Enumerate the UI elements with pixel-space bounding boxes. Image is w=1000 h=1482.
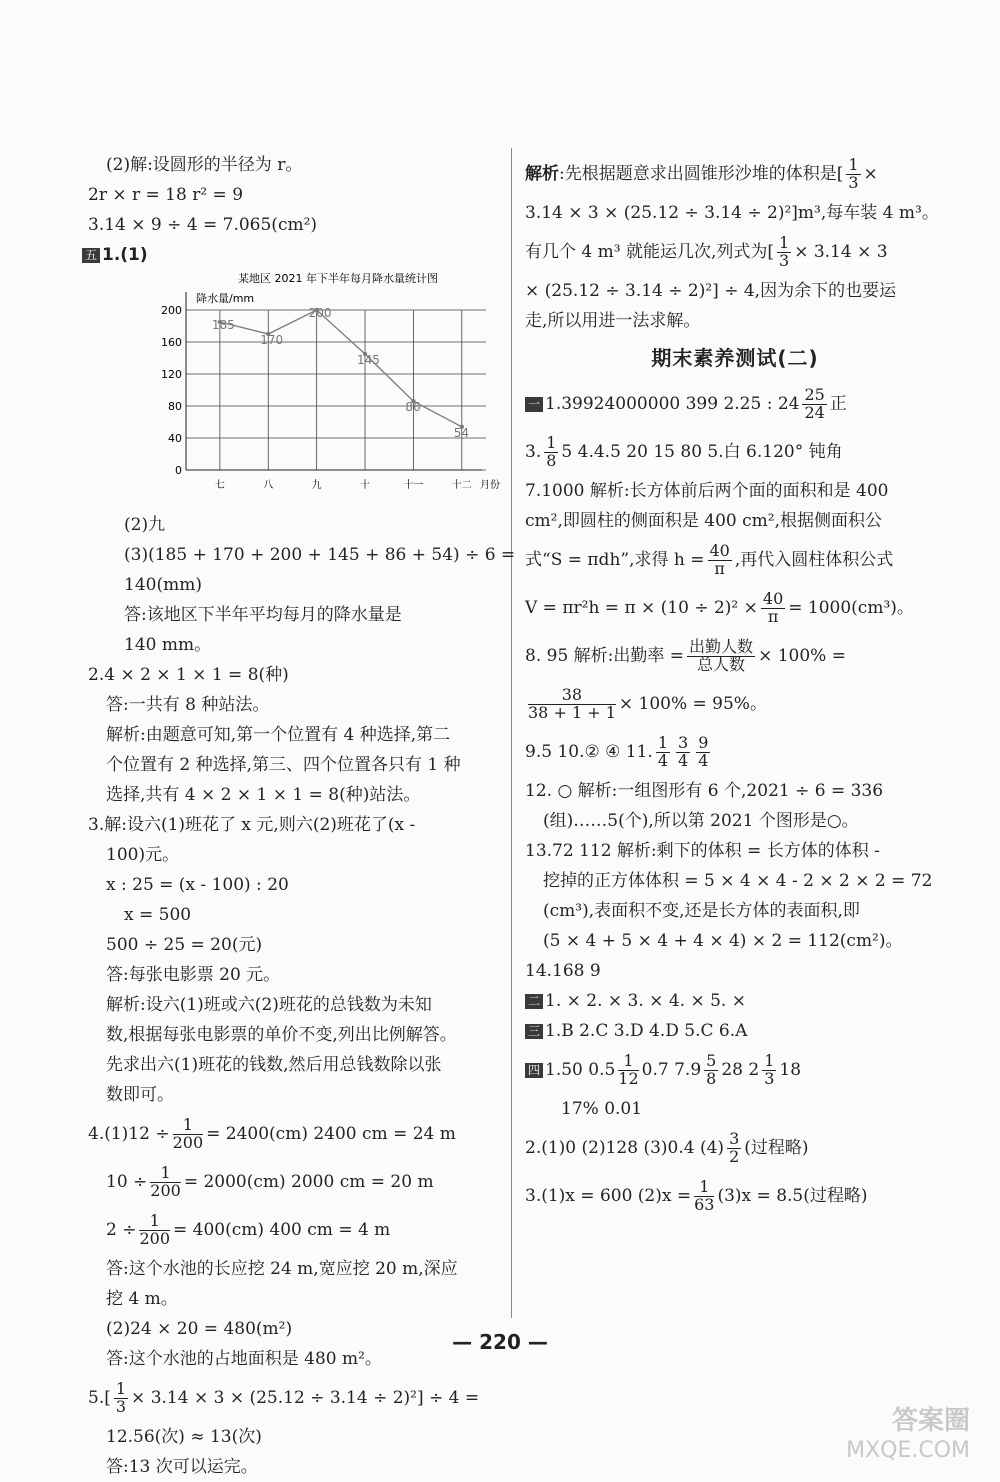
text-line: 9.5 10.② ④ 11. $\frac{1}{4}$ $\frac{3}{4}$ $\frac{9}{4}$ [525,733,709,770]
fraction: $\frac{1}{3}$ [115,1379,127,1416]
text-line: x : 25 = (x - 100) : 20 [106,875,289,895]
fraction: $\frac{\text{出勤人数}}{\text{总人数}}$ [689,637,754,674]
fraction: $\frac{1}{3}$ [779,233,790,270]
text-line: 先求出六(1)班花的钱数,然后用总钱数除以张 [106,1055,442,1075]
x-tick-label: 十 [360,480,371,491]
watermark-url: MXQE.COM [846,1438,970,1463]
x-tick-label: 十二 [451,480,472,491]
fraction: $\frac{1}{12}$ [618,1051,639,1088]
rainfall-line-chart [88,270,500,510]
text-line: 数即可。 [106,1085,174,1105]
text-line: 17% 0.01 [561,1099,643,1119]
section-badge: 三 [525,1024,543,1039]
fraction: $\frac{1}{200}$ [139,1211,171,1248]
y-tick-label: 40 [168,432,182,445]
text-line: (cm³),表面积不变,还是长方体的表面积,即 [543,901,860,921]
series-line [220,310,462,427]
text-line: 有几个 4 m³ 就能运几次,列式为[ $\frac{1}{3}$ × 3.14 × 3 [525,233,888,270]
text-line: 答:每张电影票 20 元。 [106,965,281,985]
text-line: 四 1.50 0.5 $\frac{1}{12}$ 0.7 7.9 $\frac{5}{8}$ 28 2 $\frac{1}{3}$ 18 [525,1046,945,1094]
text-line: 解析:先根据题意求出圆锥形沙堆的体积是[ $\frac{1}{3}$ × [525,155,878,192]
text-line: 答:该地区下半年平均每月的降水量是 [124,605,402,625]
text-line: 一 1.39924000000 399 2.25 : 24 $\frac{25}{24}$ 正 [525,380,945,428]
column-divider [511,148,512,1318]
fraction: $\frac{1}{3}$ [764,1051,775,1088]
fraction: $\frac{25}{24}$ [804,385,825,422]
fraction: $\frac{1}{200}$ [150,1163,181,1200]
text-line: 数,根据每张电影票的单价不变,列出比例解答。 [106,1025,457,1045]
fraction: $\frac{9}{4}$ [698,733,709,770]
text-line: 3. $\frac{1}{8}$ 5 4.4.5 20 15 80 5.白 6.120° 钝角 [525,433,843,470]
text-line: 12. ○ 解析:一组图形有 6 个,2021 ÷ 6 = 336 [525,781,884,801]
fraction: $\frac{38}{38 + 1 + 1}$ [528,685,616,722]
text-line: (2)解:设圆形的半径为 r。 [106,155,303,175]
text-line: 答:这个水池的占地面积是 480 m²。 [106,1349,382,1369]
data-label: 200 [308,306,332,320]
section-title: 期末素养测试(二) [651,346,819,370]
x-tick-label: 十一 [403,480,424,491]
text-line: (2)九 [124,515,166,535]
data-label: 145 [357,353,380,367]
fraction: $\frac{1}{200}$ [172,1115,204,1152]
text-line: 2r × r = 18 r² = 9 [88,185,244,205]
text-line: (3)(185 + 170 + 200 + 145 + 86 + 54) ÷ 6 = [124,545,516,565]
x-axis-label: 月份 [480,480,500,491]
text-line: 8. 95 解析:出勤率 = $\frac{\text{出勤人数}}{\text{总人数}}$ × 100% = [525,637,846,674]
text-line: (5 × 4 + 5 × 4 + 4 × 4) × 2 = 112(cm²)。 [543,931,903,951]
data-label: 86 [405,400,421,415]
text-line: 10 ÷ $\frac{1}{200}$ = 2000(cm) 2000 cm = 20 m [106,1163,434,1200]
data-label: 185 [211,318,235,332]
text-line: 二 1. × 2. × 3. × 4. × 5. × [525,986,945,1016]
y-tick-label: 80 [168,400,182,413]
fraction: $\frac{40}{\pi}$ [709,541,730,578]
text-line: 7.1000 解析:长方体前后两个面的面积和是 400 [525,481,889,501]
text-line: 3.(1)x = 600 (2)x = $\frac{1}{63}$ (3)x = 8.5(过程略) [525,1177,868,1214]
text-line: x = 500 [124,905,192,925]
question-5-heading: 五 1.(1) [82,240,500,270]
fraction: $\frac{1}{63}$ [694,1177,715,1214]
data-label: 170 [260,333,284,347]
fraction: $\frac{3}{4}$ [678,733,689,770]
section-badge: 五 [82,248,100,263]
y-tick-label: 160 [161,336,182,349]
fraction: $\frac{5}{8}$ [706,1051,717,1088]
watermark-logo: 答案圈 [891,1406,970,1436]
data-label: 54 [453,425,470,440]
x-tick-label: 八 [263,480,274,491]
rainfall-chart [88,270,500,510]
text-line: 解析:设六(1)班或六(2)班花的总钱数为未知 [106,995,432,1015]
page-number: — 220 — [452,1330,548,1354]
text-line: $\frac{38}{38 + 1 + 1}$ × 100% = 95%。 [528,685,767,722]
x-tick-label: 七 [214,480,225,491]
text-line: 140 mm。 [124,635,212,655]
chart-title: 某地区 2021 年下半年每月降水量统计图 [238,272,438,285]
text-line: 5.[ $\frac{1}{3}$ × 3.14 × 3 × (25.12 ÷ 3.14 ÷ 2)²] ÷ 4 = [88,1379,480,1416]
right-column [525,150,945,1220]
text-line: 式“S = πdh”,求得 h = $\frac{40}{\pi}$ ,再代入圆柱体积公式 [525,541,894,578]
text-line: 答:一共有 8 种站法。 [106,695,270,715]
text-line: 答:13 次可以运完。 [106,1457,258,1477]
fraction: $\frac{1}{8}$ [546,433,557,470]
text-line: 3.解:设六(1)班花了 x 元,则六(2)班花了(x - [88,815,416,835]
text-line: 13.72 112 解析:剩下的体积 = 长方体的体积 - [525,841,880,861]
fraction: $\frac{1}{4}$ [657,733,668,770]
text-line: 12.56(次) ≈ 13(次) [106,1427,262,1447]
section-badge: 一 [525,397,543,412]
fraction: $\frac{1}{3}$ [848,155,859,192]
text-line: (2)24 × 20 = 480(m²) [106,1319,293,1339]
text-line: 14.168 9 [525,961,601,981]
y-tick-label: 0 [175,464,182,477]
fraction: $\frac{3}{2}$ [729,1129,740,1166]
text-line: 解析:由题意可知,第一个位置有 4 种选择,第二 [106,725,451,745]
text-line: 个位置有 2 种选择,第三、四个位置各只有 1 种 [106,755,461,775]
text-line: 140(mm) [124,575,202,595]
text-line: 三 1.B 2.C 3.D 4.D 5.C 6.A [525,1016,945,1046]
text-line: 100)元。 [106,845,180,865]
text-line: 挖 4 m。 [106,1289,178,1309]
section-badge: 四 [525,1063,543,1078]
text-line: 3.14 × 3 × (25.12 ÷ 3.14 ÷ 2)²]m³,每车装 4 m³。 [525,203,939,223]
text-line: 答:这个水池的长应挖 24 m,宽应挖 20 m,深应 [106,1259,458,1279]
text-line: 挖掉的正方体体积 = 5 × 4 × 4 - 2 × 2 × 2 = 72 [543,871,933,891]
text-line: 2.(1)0 (2)128 (3)0.4 (4) $\frac{3}{2}$ (过程略) [525,1129,809,1166]
section-badge: 二 [525,994,543,1009]
text-line: 选择,共有 4 × 2 × 1 × 1 = 8(种)站法。 [106,785,421,805]
text-line: 500 ÷ 25 = 20(元) [106,935,263,955]
y-tick-label: 120 [161,368,182,381]
text-line: 2 ÷ $\frac{1}{200}$ = 400(cm) 400 cm = 4 m [106,1211,391,1248]
text-line: V = πr²h = π × (10 ÷ 2)² × $\frac{40}{\pi}$ = 1000(cm³)。 [525,589,914,626]
fraction: $\frac{40}{\pi}$ [762,589,784,626]
text-line: 3.14 × 9 ÷ 4 = 7.065(cm²) [88,215,318,235]
left-column [84,150,516,1482]
text-line: 4.(1)12 ÷ $\frac{1}{200}$ = 2400(cm) 2400 cm = 24 m [88,1115,456,1152]
y-tick-label: 200 [161,304,182,317]
text-line: 2.4 × 2 × 1 × 1 = 8(种) [88,665,289,685]
y-axis-label: 降水量/mm [196,292,255,305]
x-tick-label: 九 [311,480,322,491]
text-line: 走,所以用进一法求解。 [525,311,701,331]
text-line: cm²,即圆柱的侧面积是 400 cm²,根据侧面积公 [525,511,882,531]
text-line: × (25.12 ÷ 3.14 ÷ 2)²] ÷ 4,因为余下的也要运 [525,281,897,301]
text-line: (组)……5(个),所以第 2021 个图形是○。 [543,811,859,831]
